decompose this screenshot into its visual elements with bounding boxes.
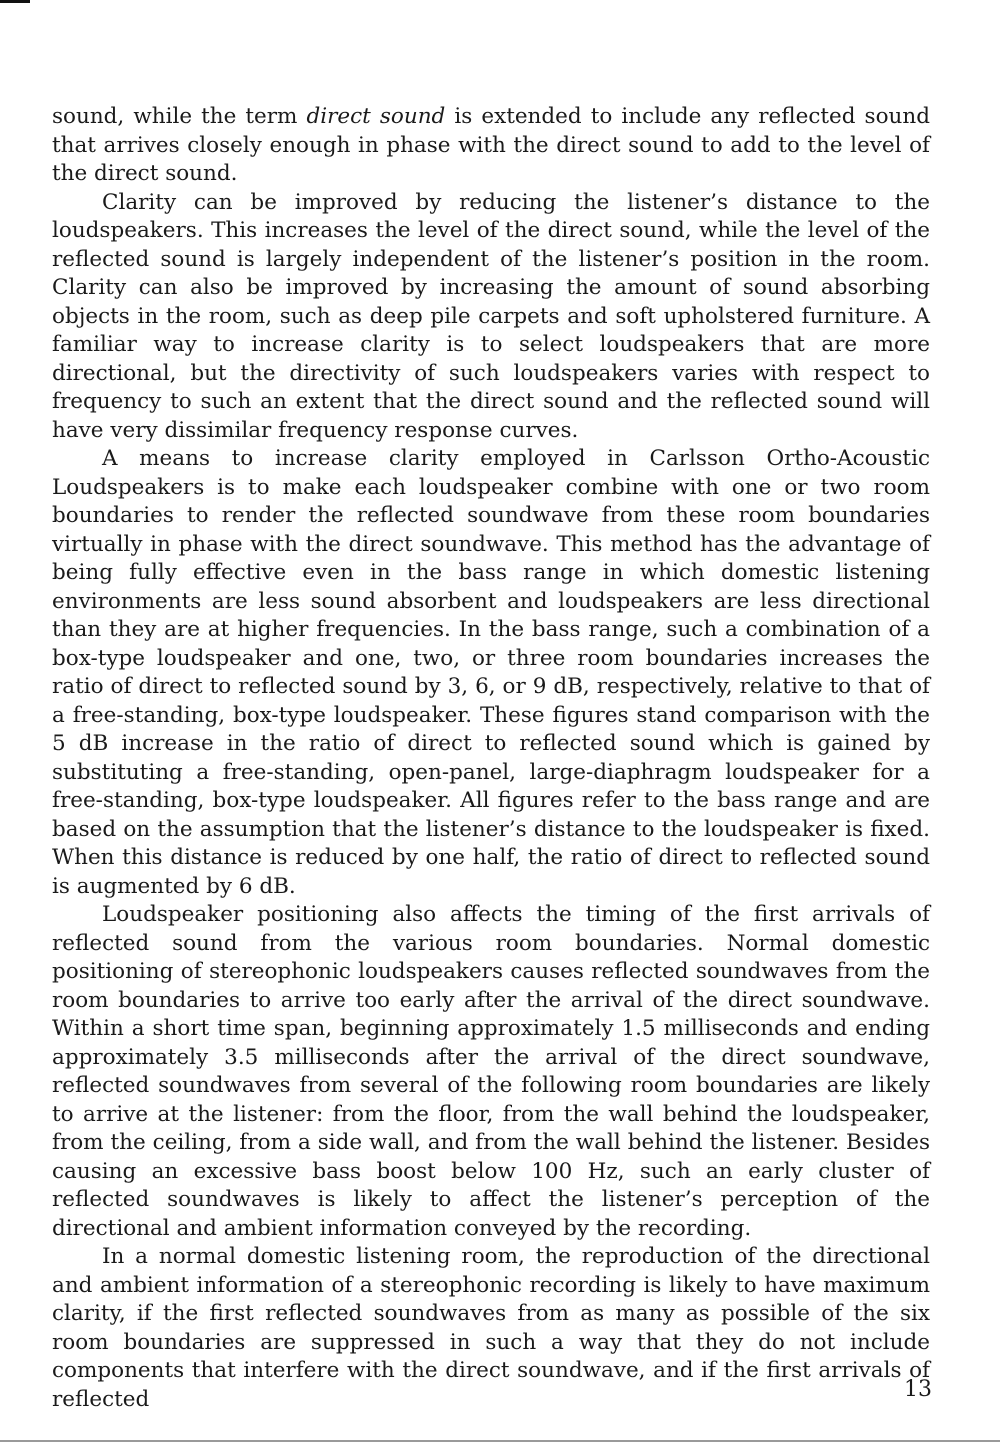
- paragraph-1-rest: is extended to include any reflected sound that arrives closely enough in phase with the direct sound to add to the level of the direct sound.: [52, 104, 930, 186]
- page-body: [52, 103, 930, 1414]
- paragraph-3: A means to increase clarity employed in Carlsson Ortho-Acoustic Loudspeakers is to make each loudspeaker combine with one or two room boundaries to render the reflected soundwave from these room boundaries virtually in phase with the direct soundwave. This method has the advantage of being fully effective even in the bass range in which domestic listening environments are less sound absorbent and loudspeakers are less directional than they are at higher frequencies. In the bass range, such a combination of a box-type loudspeaker and one, two, or three room boundaries increases the ratio of direct to reflected sound by 3, 6, or 9 dB, respectively, relative to that of a free-standing, box-type loudspeaker. These figures stand comparison with the 5 dB increase in the ratio of direct to reflected sound which is gained by substituting a free-standing, open-panel, large-diaphragm loudspeaker for a free-standing, box-type loudspeaker. All figures refer to the bass range and are based on the assumption that the listener’s distance to the loudspeaker is fixed. When this distance is reduced by one half, the ratio of direct to reflected sound is augmented by 6 dB.: [52, 446, 930, 899]
- paragraph-1-lead: sound, while the term: [52, 104, 307, 129]
- paragraph-1: [52, 103, 930, 189]
- paragraph-1-emphasis: direct sound: [306, 104, 446, 129]
- paragraph-4: Loudspeaker positioning also affects the timing of the first arrivals of reflected sound from the various room boundaries. Normal domestic positioning of stereophonic loudspeakers causes reflected soundwaves from the room boundaries to arrive too early after the arrival of the direct soundwave. Within a short time span, beginning approximately 1.5 milliseconds and ending approximately 3.5 milliseconds after the arrival of the direct soundwave, reflected soundwaves from several of the following room boundaries are likely to arrive at the listener: from the floor, from the wall behind the loudspeaker, from the ceiling, from a side wall, and from the wall behind the listener. Besides causing an excessive bass boost below 100 Hz, such an early cluster of reflected soundwaves is likely to affect the listener’s perception of the directional and ambient information conveyed by the recording.: [52, 902, 930, 1241]
- paragraph-2: Clarity can be improved by reducing the listener’s distance to the loudspeakers. This increases the level of the direct sound, while the level of the reflected sound is largely independent of the listener’s position in the room. Clarity can also be improved by increasing the amount of sound absorbing objects in the room, such as deep pile carpets and soft upholstered furniture. A familiar way to increase clarity is to select loudspeakers that are more directional, but the directivity of such loudspeakers varies with respect to frequency to such an extent that the direct sound and the reflected sound will have very dissimilar frequency response curves.: [52, 189, 930, 443]
- scan-corner-mark: [0, 0, 30, 3]
- scan-bottom-edge: [0, 1440, 1000, 1442]
- paragraph-5: In a normal domestic listening room, the reproduction of the directional and ambient information of a stereophonic recording is likely to have maximum clarity, if the first reflected soundwaves from as many as possible of the six room boundaries are suppressed in such a way that they do not include components that interfere with the direct soundwave, and if the first arrivals of reflected: [52, 1244, 930, 1412]
- page-number: 13: [904, 1377, 932, 1402]
